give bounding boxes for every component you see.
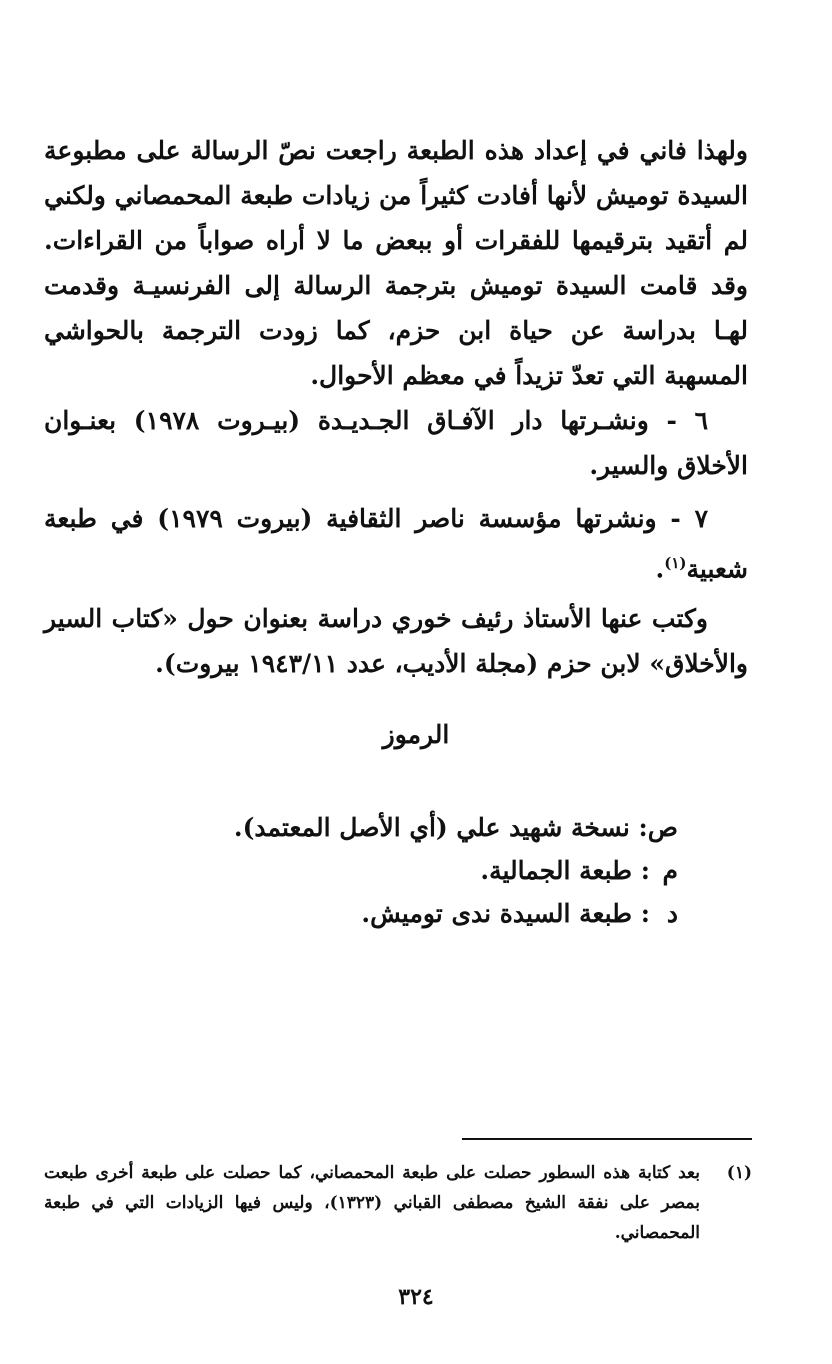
symbol-key: ص: [647, 813, 678, 842]
paragraph-editing-notes: ولهذا فاني في إعداد هذه الطبعة راجعت نصّ الرسالة على مطبوعة السيدة توميش لأنها أفادت كثيراً من زيادات طبعة المحمصاني ولكني لم أتقيد بترقيمها للفقرات أو ببعض ما لا أراه صواباً من القراءات. وقد قامت السيدة توميش بترجمة الرسالة إلى الفرنسيـة وقدمت لهـا بدراسة عن حياة ابن حزم، كما زودت الترجمة بالحواشي المسهبة التي تعدّ تزيداً في معظم الأحوال.: [44, 136, 748, 390]
symbol-description: نسخة شهيد علي (أي الأصل المعتمد).: [233, 813, 630, 842]
footnote-divider: [462, 1138, 752, 1140]
footnote-reference: (١): [664, 554, 687, 572]
footnote: [44, 1158, 752, 1248]
symbol-row: [234, 806, 678, 849]
paragraph-item-7-text: ٧ - ونشرتها مؤسسة ناصر الثقافية (بيروت ١٩٧٩) في طبعة شعبية: [44, 504, 748, 584]
symbol-separator: :: [638, 813, 648, 842]
footnote-text: بعد كتابة هذه السطور حصلت على طبعة المحمصاني، كما حصلت على طبعة أخرى طبعت بمصر على نفقة الشيخ مصطفى القباني (١٣٢٣)، وليس فيها الزيادات التي في طبعة المحمصاني.: [44, 1163, 700, 1243]
page-number: ٣٢٤: [398, 1284, 434, 1310]
symbol-description: طبعة الجمالية.: [480, 856, 633, 885]
symbol-key: م: [662, 856, 678, 885]
symbol-key: د: [666, 899, 678, 928]
footnote-marker: (١): [726, 1163, 752, 1183]
symbol-description: طبعة السيدة ندى توميش.: [361, 899, 633, 928]
paragraph-item-6: ٦ - ونشـرتها دار الآفـاق الجـديـدة (بيـروت ١٩٧٨) بعنـوان الأخلاق والسير.: [44, 406, 748, 480]
paragraph-item-7-end: .: [655, 554, 665, 584]
symbol-row: [234, 892, 678, 935]
symbol-row: [234, 849, 678, 892]
paragraph-item-7: [44, 496, 748, 591]
section-heading-symbols: الرموز: [382, 720, 450, 749]
symbol-separator: :: [640, 856, 650, 885]
symbol-separator: :: [640, 899, 650, 928]
paragraph-khoury-study: وكتب عنها الأستاذ رئيف خوري دراسة بعنوان حول «كتاب السير والأخلاق» لابن حزم (مجلة الأديب، عدد ١٩٤٣/١١ بيروت).: [44, 604, 748, 678]
symbols-list: [234, 806, 678, 935]
